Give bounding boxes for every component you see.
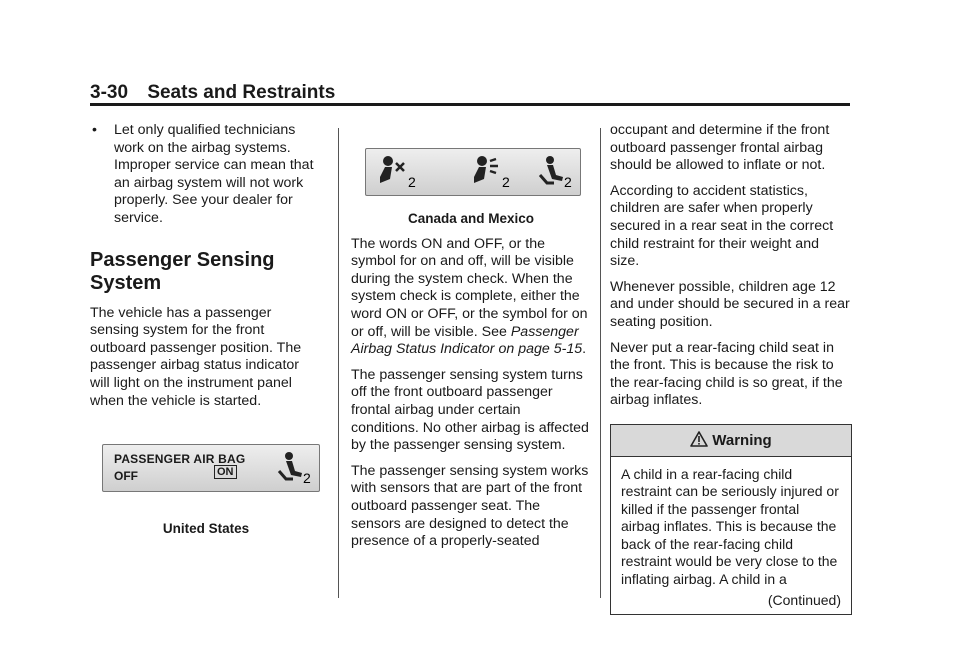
canada-indicator-panel xyxy=(365,148,581,196)
warning-title: Warning xyxy=(712,431,772,449)
page-header xyxy=(90,82,335,104)
paragraph: According to accident statistics, children are safer when properly secured in a rear seat in the correct child restraint for their weight and size. xyxy=(610,182,834,270)
column-3 xyxy=(610,122,852,615)
panel-number: 2 xyxy=(303,470,311,486)
bullet-item xyxy=(90,122,322,228)
continued-label: (Continued) xyxy=(767,592,841,608)
bullet-icon: • xyxy=(92,122,97,138)
figure-caption: United States xyxy=(162,521,250,537)
column-divider-1 xyxy=(338,128,339,598)
paragraph: Never put a rear-facing child seat in the front. This is because the risk to the rear-facing child is so great, if the airbag inflates. xyxy=(610,339,843,409)
paragraph: Whenever possible, children age 12 and under should be secured in a rear seating position. xyxy=(610,278,850,330)
warning-text: A child in a rear-facing child restraint can be seriously injured or killed if the passenger frontal airbag inflates. This is because the back of the rear-facing child restraint would be very close to the inflating airbag. A child in a xyxy=(621,465,839,587)
paragraph: occupant and determine if the front outboard passenger frontal airbag should be allowed to inflate or not. xyxy=(610,122,830,174)
warning-box xyxy=(610,424,852,615)
warning-header xyxy=(611,425,851,457)
panel-number-3: 2 xyxy=(564,174,572,189)
column-2 xyxy=(351,122,591,559)
airbag-on-icon xyxy=(470,155,514,195)
column-divider-2 xyxy=(600,128,601,598)
header-rule xyxy=(90,103,850,106)
bullet-text: Let only qualified technicians work on the airbag systems. Improper service can mean that an airbag system will not work properly. See your dealer for service. xyxy=(114,122,314,226)
section-heading: Passenger Sensing System xyxy=(90,248,275,294)
paragraph: The passenger sensing system turns off the front outboard passenger frontal airbag under certain conditions. No other airbag is affected by the passenger sensing system. xyxy=(351,366,589,454)
seated-passenger-icon xyxy=(273,451,313,491)
cross-reference: Passenger Airbag Status Indicator on page 5-15 xyxy=(351,323,583,358)
seated-passenger-icon xyxy=(534,155,578,195)
column-1 xyxy=(90,122,322,546)
paragraph: The vehicle has a passenger sensing system for the front outboard passenger position. The passenger airbag status indicator will light on the instrument panel when the vehicle is started. xyxy=(90,304,302,409)
paragraph xyxy=(351,236,591,359)
warning-triangle-icon xyxy=(690,431,708,447)
paragraph: The passenger sensing system works with sensors that are part of the front outboard passenger seat. The sensors are designed to detect the presence of a properly-seated xyxy=(351,462,589,550)
panel-number-2: 2 xyxy=(502,174,510,189)
panel-number-1: 2 xyxy=(408,174,416,189)
page-number: 3-30 xyxy=(90,82,129,103)
us-indicator-panel xyxy=(102,444,320,492)
panel-label-line1: PASSENGER AIR BAG xyxy=(114,452,246,467)
section-title: Seats and Restraints xyxy=(147,82,336,103)
paragraph-end: . xyxy=(582,341,587,358)
airbag-off-icon xyxy=(376,155,420,195)
panel-on-label: ON xyxy=(214,465,237,479)
warning-body xyxy=(611,457,851,614)
figure-caption: Canada and Mexico xyxy=(407,211,535,226)
paragraph-text: The words ON and OFF, or the symbol for on and off, will be visible during the system check. When the system check is complete, either the word ON or OFF, or the symbol for on or off, will be visible. See xyxy=(351,235,588,340)
panel-label-line2: OFF xyxy=(114,469,138,484)
